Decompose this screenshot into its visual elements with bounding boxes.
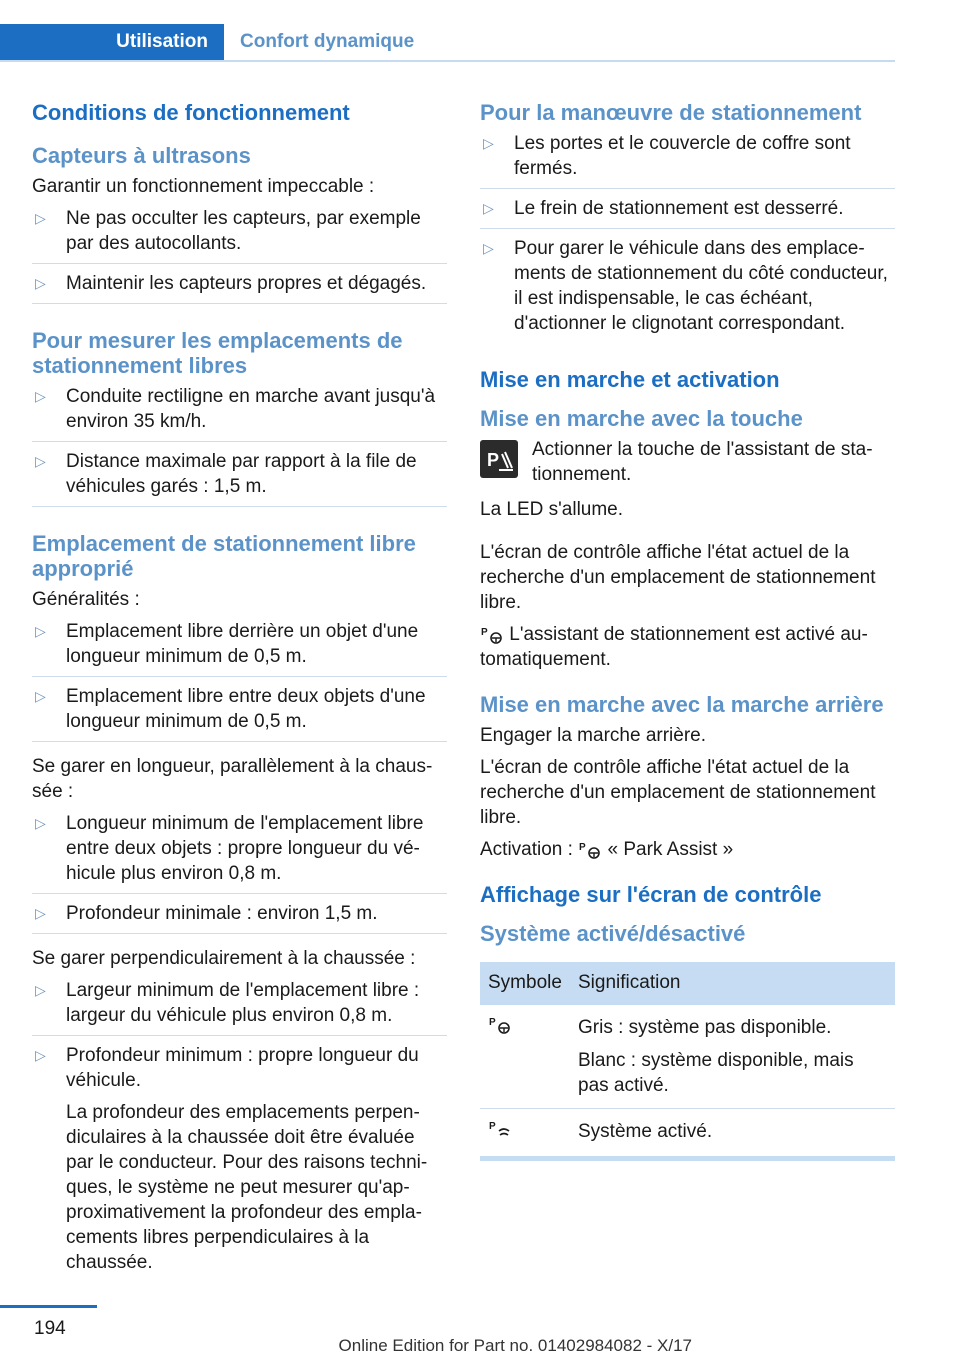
svg-text:P: P <box>579 841 586 853</box>
left-column <box>32 100 447 1294</box>
paragraph-activation: Activation : P « Park Assist » <box>480 839 734 860</box>
paragraph-intro: Garantir un fonctionnement impeccable : <box>32 176 375 197</box>
list-item: ▷ Distance maximale par rapport à la file de véhicules garés : 1,5 m. <box>32 449 447 507</box>
paragraph-ecran: L'écran de contrôle affiche l'état actuel de la recherche d'un emplacement de stationnement libre. <box>480 542 876 613</box>
bullet-list-longueur <box>32 811 447 934</box>
park-assist-icon <box>578 840 602 860</box>
park-assist-icon <box>480 625 504 645</box>
bullet-list-perpendiculaire <box>32 978 447 1282</box>
table-header-signification: Signification <box>570 962 895 1005</box>
paragraph-ecran-2: L'écran de contrôle affiche l'état actuel de la recherche d'un emplacement de stationnement libre. <box>480 757 876 828</box>
triangle-bullet-icon: ▷ <box>483 135 494 151</box>
paragraph-perpendiculaire: Se garer perpendiculairement à la chaussée : <box>32 948 416 969</box>
table-cell-symbol <box>480 1109 570 1159</box>
tab-underline <box>0 60 895 62</box>
triangle-bullet-icon: ▷ <box>35 623 46 639</box>
list-item: ▷ Profondeur minimale : environ 1,5 m. <box>32 901 447 934</box>
triangle-bullet-icon: ▷ <box>483 240 494 256</box>
heading-manoeuvre: Pour la manœuvre de stationnement <box>480 100 862 125</box>
symbol-table <box>480 962 895 1161</box>
right-column <box>480 100 895 1161</box>
svg-text:P: P <box>487 450 500 470</box>
triangle-bullet-icon: ▷ <box>483 200 494 216</box>
paragraph-active: P L'assistant de stationnement est activé automatiquement. <box>480 624 868 670</box>
triangle-bullet-icon: ▷ <box>35 815 46 831</box>
heading-capteurs: Capteurs à ultrasons <box>32 143 251 168</box>
table-row <box>480 1109 895 1159</box>
svg-text:P: P <box>489 1017 496 1028</box>
header-tabs <box>0 24 895 62</box>
table-cell-symbol <box>480 1005 570 1109</box>
park-assist-active-icon <box>488 1119 512 1139</box>
list-item: ▷ Longueur minimum de l'emplacement libre entre deux objets : propre longueur du véhicule plus environ 0,8 m. <box>32 811 447 894</box>
triangle-bullet-icon: ▷ <box>35 688 46 704</box>
footer-accent-line <box>0 1305 97 1308</box>
triangle-bullet-icon: ▷ <box>35 275 46 291</box>
page-number: 194 <box>34 1318 66 1339</box>
paragraph-led: La LED s'allume. <box>480 499 624 520</box>
list-item: ▷ Les portes et le couvercle de coffre sont fermés. <box>480 131 895 189</box>
tab-utilisation[interactable]: Utilisation <box>0 24 224 60</box>
table-cell-meaning: Système activé. <box>570 1109 895 1159</box>
park-assist-button-icon <box>480 440 518 478</box>
list-item: ▷ Profondeur minimum : propre longueur du véhicule. La profondeur des emplacements perpendiculaires à la chaussée doit être évaluée par le conducteur. Pour des raisons techniques, le système ne peut mesurer qu'approximativement la profondeur des emplacements libres perpendiculaires à la chaussée. <box>32 1043 447 1282</box>
table-header-symbole: Symbole <box>480 962 570 1005</box>
list-item: ▷ Conduite rectiligne en marche avant jusqu'à environ 35 km/h. <box>32 384 447 442</box>
triangle-bullet-icon: ▷ <box>35 982 46 998</box>
bullet-list-mesurer <box>32 384 447 507</box>
heading-systeme: Système activé/désactivé <box>480 921 746 946</box>
bullet-list-capteurs <box>32 206 447 304</box>
list-item: ▷ Le frein de stationnement est desserré. <box>480 196 895 229</box>
list-item: ▷ Emplacement libre entre deux objets d'une longueur minimum de 0,5 m. <box>32 684 447 742</box>
triangle-bullet-icon: ▷ <box>35 905 46 921</box>
list-item: ▷ Maintenir les capteurs propres et dégagés. <box>32 271 447 304</box>
heading-touche: Mise en marche avec la touche <box>480 406 803 431</box>
list-item: ▷ Largeur minimum de l'emplacement libre : largeur du véhicule plus environ 0,8 m. <box>32 978 447 1036</box>
list-item: ▷ Emplacement libre derrière un objet d'une longueur minimum de 0,5 m. <box>32 619 447 677</box>
svg-text:P: P <box>481 626 488 638</box>
heading-conditions: Conditions de fonctionnement <box>32 100 350 125</box>
triangle-bullet-icon: ▷ <box>35 388 46 404</box>
svg-text:P: P <box>489 1121 496 1132</box>
table-row <box>480 1005 895 1109</box>
triangle-bullet-icon: ▷ <box>35 210 46 226</box>
heading-marche-arriere: Mise en marche avec la marche arrière <box>480 692 884 717</box>
heading-mesurer: Pour mesurer les emplacements de stationnement libres <box>32 328 403 378</box>
list-item: ▷ Pour garer le véhicule dans des emplacements de stationnement du côté conducteur, il est indispensable, le cas échéant, d'actionner le clignotant correspondant. <box>483 238 888 334</box>
note-profondeur: La profondeur des emplacements perpendiculaires à la chaussée doit être évaluée par le conducteur. Pour des raisons techniques, le système ne peut mesurer qu'approximativement la profondeur des emplacements libres perpendiculaires à la chaussée. <box>66 1102 428 1273</box>
tab-confort-dynamique[interactable]: Confort dynamique <box>240 31 415 52</box>
heading-affichage: Affichage sur l'écran de contrôle <box>480 882 822 907</box>
list-item: ▷ Ne pas occulter les capteurs, par exemple par des autocollants. <box>32 206 447 264</box>
paragraph-actionner: Actionner la touche de l'assistant de stationnement. <box>532 439 873 485</box>
edition-note: Online Edition for Part no. 01402984082 - X/17 <box>338 1336 692 1355</box>
park-assist-gray-icon <box>488 1015 512 1035</box>
paragraph-generalites: Généralités : <box>32 589 140 610</box>
paragraph-engager: Engager la marche arrière. <box>480 725 706 746</box>
triangle-bullet-icon: ▷ <box>35 1047 46 1063</box>
triangle-bullet-icon: ▷ <box>35 453 46 469</box>
bullet-list-generalites <box>32 619 447 742</box>
heading-mise-en-marche: Mise en marche et activation <box>480 367 780 392</box>
heading-emplacement: Emplacement de stationnement libre approprié <box>32 531 416 581</box>
paragraph-longueur: Se garer en longueur, parallèlement à la chaussée : <box>32 756 433 802</box>
bullet-list-manoeuvre <box>480 131 895 343</box>
table-cell-meaning: Gris : système pas disponible. Blanc : système disponible, mais pas activé. <box>570 1005 895 1109</box>
button-instruction <box>480 437 895 487</box>
